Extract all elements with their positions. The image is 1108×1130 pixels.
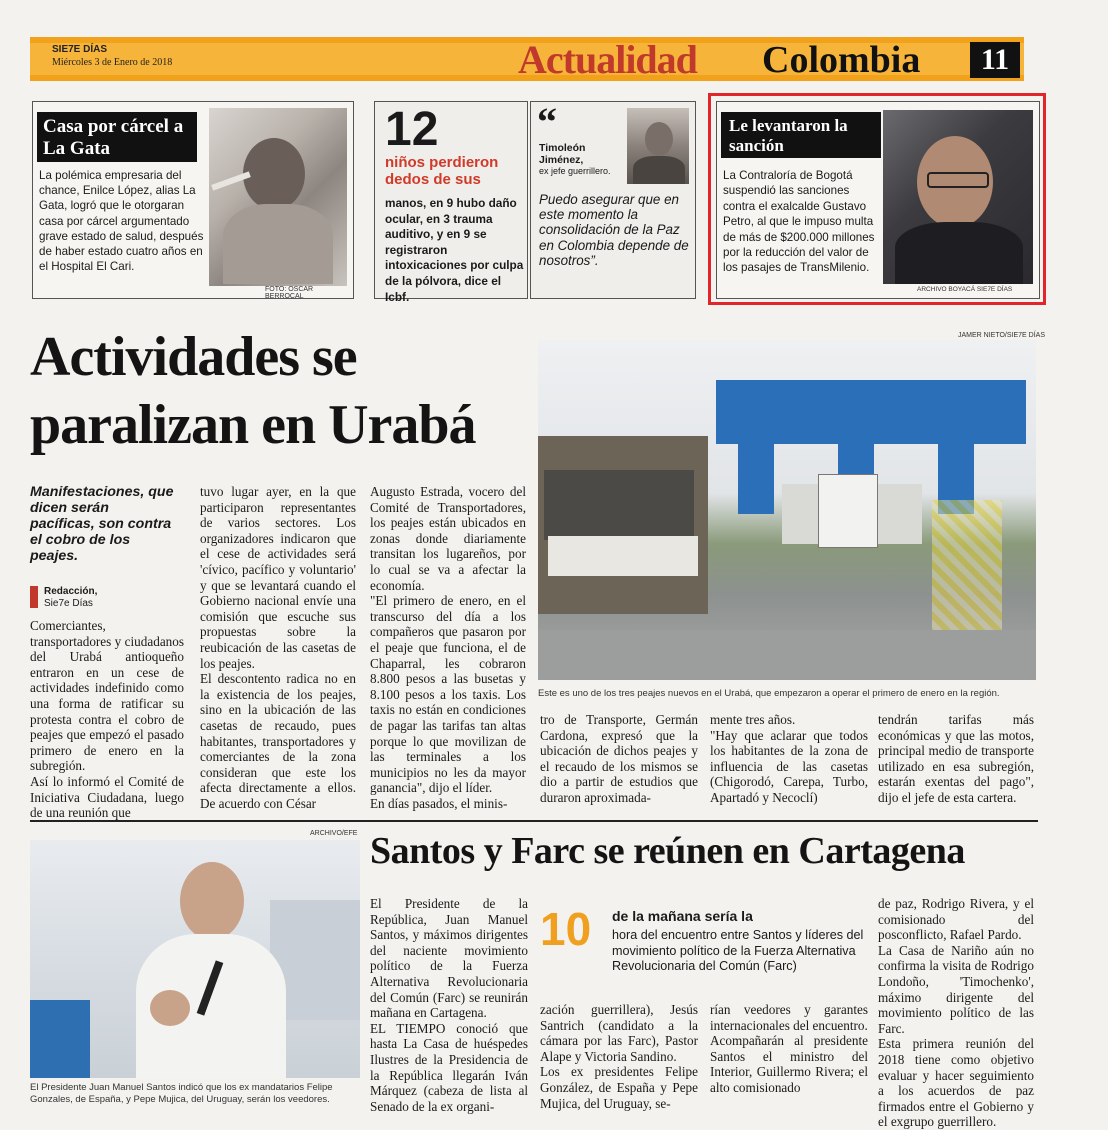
- quote-box: [530, 101, 696, 299]
- main-col-1: Comerciantes, transportadores y ciudadanos del Urabá antioqueño entraron en un cese de actividades indefinido como una forma de ratificar su protesta contra el cobro de peajes que empezó el pasado primero de enero en la subregión. Así lo informó el Comité de Iniciativa Ciudadana, luego de una reunión que: [30, 618, 184, 821]
- brief-gata: [32, 101, 354, 299]
- main-col-3: Augusto Estrada, vocero del Comité de Transportadores, los peajes están ubicados en zonas donde diariamente transitan los lugareños, por lo cual se va a afectar la economía. "El primero de enero, en el transcurso del día a los compañeros que pasaron por el peaje que funciona, el de Chaparral, les cobraron 8.800 pesos a las busetas y 8.100 pesos a los taxis. Los taxis no están en condiciones de pagar las tarifas tan altas porque lo que movilizan de las terminales a los municipios no les da mayor ganancia", dijo el líder. En días pasados, el minis-: [370, 484, 526, 811]
- quote-text: Puedo asegurar que en este momento la consolidación de la Paz en Colombia depende de nosotros”.: [539, 192, 689, 268]
- quote-mark-icon: “: [537, 99, 557, 144]
- brief-petro-title: Le levantaron la sanción: [721, 112, 881, 158]
- main-photo-toll: [538, 340, 1036, 680]
- issue-date: Miércoles 3 de Enero de 2018: [52, 57, 173, 68]
- byline-line1: Redacción,: [44, 586, 98, 597]
- byline-marker: [30, 586, 38, 608]
- main-col-5: mente tres años. "Hay que aclarar que todos los habitantes de la zona de influencia de las casetas (Chigorodó, Carepa, Turbo, Apartadó y Necoclí): [710, 712, 868, 805]
- brief-petro-credit: ARCHIVO BOYACÁ SIE7E DÍAS: [917, 286, 1013, 293]
- section-divider: [30, 820, 1038, 822]
- ninos-highlight: niños perdieron dedos de sus: [385, 154, 499, 188]
- santos-photo: [30, 840, 360, 1078]
- brief-gata-photo: [209, 108, 347, 286]
- brief-gata-credit: FOTO: OSCAR BERROCAL: [265, 286, 314, 300]
- ninos-body: manos, en 9 hubo daño ocular, en 3 trauma auditivo, y en 9 se registraron intoxicaciones por culpa de la pólvora, dice el Icbf.: [385, 196, 524, 304]
- brief-ninos: [374, 101, 528, 304]
- main-col-4: tro de Transporte, Germán Cardona, expresó que la ubicación de dichos peajes y el recaudo de los mismos se dio a partir de estudios que duraron aproximada-: [540, 712, 698, 805]
- ninos-number: 12: [385, 103, 439, 156]
- quote-role: ex jefe guerrillero.: [539, 166, 611, 176]
- santos-photo-credit: ARCHIVO/EFE: [310, 830, 358, 837]
- fact-title: de la mañana sería la: [612, 908, 753, 924]
- brief-gata-body: La polémica empresaria del chance, Enilce López, alias La Gata, logró que le otorgaran casa por cárcel argumentado grave estado de salud, después de haber estado cuatro años en el Hospital El Cari.: [39, 169, 204, 274]
- main-photo-credit: JAMER NIETO/SIE7E DÍAS: [958, 332, 1046, 339]
- santos-col-2: zación guerrillera), Jesús Santrich (candidato a la cámara por las Farc), Pastor Alape y Victoria Sandino. Los ex presidentes Felipe González, de España y Pepe Mujica, del Uruguay, se-: [540, 1002, 698, 1111]
- country-title: Colombia: [762, 39, 921, 81]
- brief-petro-body: La Contraloría de Bogotá suspendió las sanciones contra el exalcalde Gustavo Petro, al que le impuso multa de más de $200.000 millones por la reducción del valor de los pasajes de TransMilenio.: [723, 169, 875, 275]
- brief-petro-photo: [883, 110, 1033, 284]
- main-col-2: tuvo lugar ayer, en la que participaron representantes de varios sectores. Los organizadores indicaron que el cese de actividades será 'cívico, pacífico y voluntario' y que se levantará cuando el Gobierno nacional envíe una comisión que escuche sus propuestas sobre la reubicación de las casetas de los peajes. El descontento radica no en la existencia de los peajes, sino en la ubicación de las casetas de recaudo, pues habitantes, transportadores y comerciantes de la zona consideran que este los afecta directamente a ellos. De acuerdo con César: [200, 484, 356, 811]
- fact-number: 10: [540, 903, 592, 955]
- santos-col-1: El Presidente de la República, Juan Manuel Santos, y máximos dirigentes del naciente movimiento político de la Fuerza Alternativa Revolucionaria del Común (Farc) se reunirán mañana en Cartagena. EL TIEMPO conoció que hasta La Casa de huéspedes Ilustres de la Presidencia de la República llegarán Iván Márquez (cabeza de lista al Senado de la ex organi-: [370, 896, 528, 1114]
- main-headline-line2: paralizan en Urabá: [30, 394, 476, 456]
- santos-col-3: rían veedores y garantes internacionales del encuentro. Acompañarán al presidente Santos el ministro del Interior, Guillermo Rivera; el alto comisionado: [710, 1002, 868, 1095]
- main-col-6: tendrán tarifas más económicas y que las motos, principal medio de transporte utilizado en esa subregión, estarán exentas del pago", dijo el jefe de esta cartera.: [878, 712, 1034, 805]
- fact-body: hora del encuentro entre Santos y líderes del movimiento político de la Fuerza Alternativa Revolucionaria del Común (Farc): [612, 928, 864, 974]
- byline-line2: Sie7e Días: [44, 598, 93, 609]
- santos-photo-caption: El Presidente Juan Manuel Santos indicó que los ex mandatarios Felipe Gonzales, de España, y Pepe Mujica, del Uruguay, serán los veedores.: [30, 1082, 333, 1105]
- quote-portrait: [627, 108, 689, 184]
- brand-name: SIE7E DÍAS: [52, 44, 108, 55]
- brief-gata-title: Casa por cárcel a La Gata: [37, 112, 197, 162]
- main-headline-line1: Actividades se: [30, 326, 357, 388]
- main-photo-caption: Este es uno de los tres peajes nuevos en el Urabá, que empezaron a operar el primero de enero en la región.: [538, 688, 1000, 699]
- page-number: 11: [970, 42, 1020, 78]
- fact-box: [540, 896, 868, 992]
- brief-petro: [716, 101, 1040, 299]
- santos-headline: Santos y Farc se reúnen en Cartagena: [370, 830, 965, 872]
- section-title: Actualidad: [518, 37, 697, 82]
- quote-name: Timoleón Jiménez,: [539, 142, 586, 166]
- main-deck: Manifestaciones, que dicen serán pacíficas, son contra el cobro de los peajes.: [30, 484, 174, 564]
- santos-col-4: de paz, Rodrigo Rivera, y el comisionado del posconflicto, Rafael Pardo. La Casa de Nariño aún no confirma la visita de Rodrigo Londoño, 'Timochenko', máximo dirigente del movimiento político de las Farc. Esta primera reunión del 2018 tiene como objetivo evaluar y hacer seguimiento a los acuerdos de paz firmados entre el Gobierno y el exgrupo guerrillero.: [878, 896, 1034, 1130]
